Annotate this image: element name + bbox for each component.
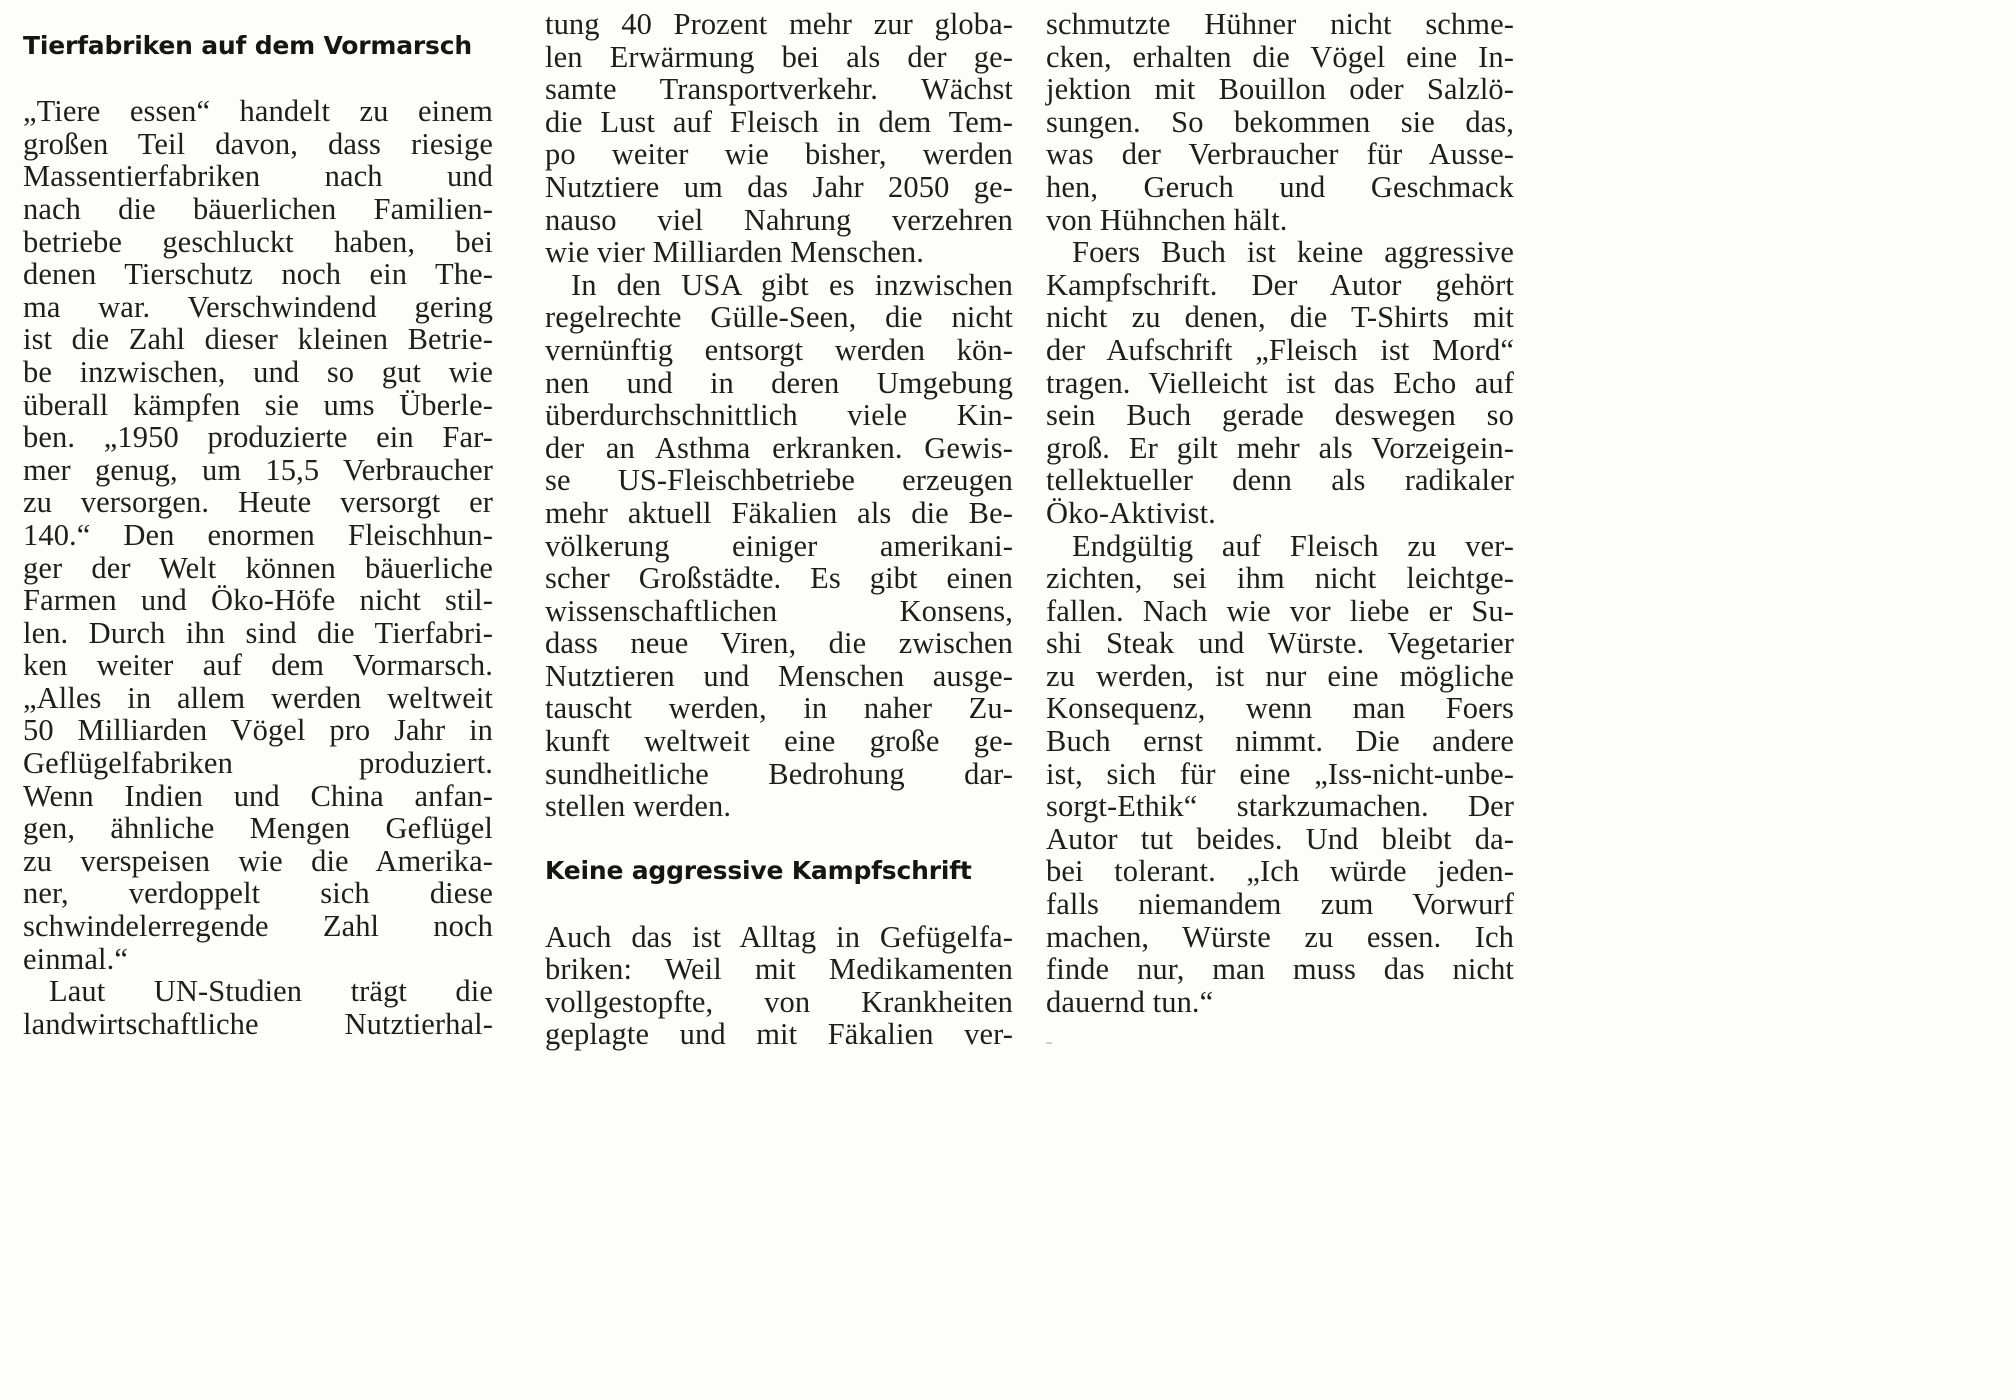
print-speck	[1046, 1042, 1052, 1044]
text-line: groß. Er gilt mehr als Vorzeigein-	[1046, 430, 1514, 465]
text-line: regelrechte Gülle-Seen, die nicht	[545, 300, 1013, 335]
text-line: wie vier Milliarden Menschen.	[545, 235, 924, 270]
text-line: tauscht werden, in naher Zu-	[545, 691, 1013, 726]
text-line: ner, verdoppelt sich diese	[23, 876, 493, 911]
text-line: tung 40 Prozent mehr zur globa-	[545, 7, 1013, 41]
spacer	[545, 823, 1013, 856]
text-line: Wenn Indien und China anfan-	[23, 778, 493, 813]
text-line: shi Steak und Würste. Vegetarier	[1046, 626, 1514, 661]
text-line: schmutzte Hühner nicht schme-	[1046, 7, 1514, 41]
text-line: se US-Fleischbetriebe erzeugen	[545, 463, 1013, 498]
section-heading: Tierfabriken auf dem Vormarsch	[23, 31, 472, 60]
text-line: was der Verbraucher für Ausse-	[1046, 137, 1514, 172]
text-line: Konsequenz, wenn man Foers	[1046, 691, 1514, 726]
text-line: einmal.“	[23, 941, 128, 976]
text-line: stellen werden.	[545, 789, 732, 824]
text-line: Autor tut beides. Und bleibt da-	[1046, 821, 1514, 856]
article-column-2	[545, 8, 1013, 1051]
text-line: Foers Buch ist keine aggressive	[1072, 235, 1514, 270]
text-line: mehr aktuell Fäkalien als die Be-	[545, 495, 1013, 530]
text-line: dauernd tun.“	[1046, 984, 1214, 1019]
spacer	[23, 8, 493, 30]
text-line: Auch das ist Alltag in Gefügelfa-	[545, 919, 1013, 954]
text-line: falls niemandem zum Vorwurf	[1046, 887, 1514, 922]
text-line: ma war. Verschwindend gering	[23, 289, 493, 324]
text-line: sungen. So bekommen sie das,	[1046, 104, 1514, 139]
text-line: dass neue Viren, die zwischen	[545, 626, 1013, 661]
text-line: Endgültig auf Fleisch zu ver-	[1072, 528, 1514, 563]
text-line: nauso viel Nahrung verzehren	[545, 202, 1013, 237]
text-line: finde nur, man muss das nicht	[1046, 952, 1514, 987]
text-line: briken: Weil mit Medikamenten	[545, 952, 1013, 987]
text-line: vernünftig entsorgt werden kön-	[545, 332, 1013, 367]
spacer	[23, 63, 493, 96]
paragraph	[23, 95, 493, 975]
text-line: hen, Geruch und Geschmack	[1046, 169, 1514, 204]
paragraph	[545, 8, 1013, 269]
text-line: völkerung einiger amerikani-	[545, 528, 1013, 563]
text-line: vollgestopfte, von Krankheiten	[545, 984, 1013, 1019]
text-line: Farmen und Öko-Höfe nicht stil-	[23, 583, 493, 618]
text-line: „Alles in allem werden weltweit	[23, 680, 493, 715]
text-line: sorgt-Ethik“ starkzumachen. Der	[1046, 789, 1514, 824]
text-line: ken weiter auf dem Vormarsch.	[23, 648, 493, 683]
text-line: zu verspeisen wie die Amerika-	[23, 843, 493, 878]
text-line: zu werden, ist nur eine mögliche	[1046, 658, 1514, 693]
text-line: nicht zu denen, die T-Shirts mit	[1046, 300, 1514, 335]
text-line: gen, ähnliche Mengen Geflügel	[23, 811, 493, 846]
text-line: len Erwärmung bei als der ge-	[545, 39, 1013, 74]
text-line: wissenschaftlichen Konsens,	[545, 593, 1013, 628]
text-line: ger der Welt können bäuerliche	[23, 550, 493, 585]
text-line: po weiter wie bisher, werden	[545, 137, 1013, 172]
text-line: In den USA gibt es inzwischen	[571, 267, 1013, 302]
text-line: nach die bäuerlichen Familien-	[23, 191, 493, 226]
text-line: Öko-Aktivist.	[1046, 495, 1216, 530]
text-line: tellektueller denn als radikaler	[1046, 463, 1514, 498]
text-line: Kampfschrift. Der Autor gehört	[1046, 267, 1514, 302]
text-line: jektion mit Bouillon oder Salzlö-	[1046, 72, 1514, 107]
paragraph	[23, 975, 493, 1040]
text-line: ist, sich für eine „Iss-nicht-unbe-	[1046, 756, 1514, 791]
text-line: der an Asthma erkranken. Gewis-	[545, 430, 1013, 465]
paragraph	[1046, 530, 1514, 1019]
text-line: cken, erhalten die Vögel eine In-	[1046, 39, 1514, 74]
text-line: tragen. Vielleicht ist das Echo auf	[1046, 365, 1514, 400]
text-line: Nutztiere um das Jahr 2050 ge-	[545, 169, 1013, 204]
text-line: von Hühnchen hält.	[1046, 202, 1288, 237]
text-line: Buch ernst nimmt. Die andere	[1046, 724, 1514, 759]
text-line: kunft weltweit eine große ge-	[545, 724, 1013, 759]
text-line: großen Teil davon, dass riesige	[23, 126, 493, 161]
text-line: nen und in deren Umgebung	[545, 365, 1013, 400]
paragraph	[545, 921, 1013, 1051]
text-line: 140.“ Den enormen Fleischhun-	[23, 517, 493, 552]
text-line: scher Großstädte. Es gibt einen	[545, 561, 1013, 596]
text-line: be inzwischen, und so gut wie	[23, 354, 493, 389]
text-line: bei tolerant. „Ich würde jeden-	[1046, 854, 1514, 889]
text-line: Laut UN-Studien trägt die	[49, 974, 493, 1009]
text-line: geplagte und mit Fäkalien ver-	[545, 1017, 1013, 1052]
text-line: fallen. Nach wie vor liebe er Su-	[1046, 593, 1514, 628]
text-line: denen Tierschutz noch ein The-	[23, 257, 493, 292]
text-line: betriebe geschluckt haben, bei	[23, 224, 493, 259]
text-line: zu versorgen. Heute versorgt er	[23, 485, 493, 520]
text-line: zichten, sei ihm nicht leichtge-	[1046, 561, 1514, 596]
article-column-1	[23, 8, 493, 1040]
text-line: Geflügelfabriken produziert.	[23, 746, 493, 781]
text-line: überdurchschnittlich viele Kin-	[545, 398, 1013, 433]
text-line: die Lust auf Fleisch in dem Tem-	[545, 104, 1013, 139]
text-line: sundheitliche Bedrohung dar-	[545, 756, 1013, 791]
paragraph	[1046, 236, 1514, 529]
paragraph	[1046, 8, 1514, 236]
text-line: samte Transportverkehr. Wächst	[545, 72, 1013, 107]
text-line: schwindelerregende Zahl noch	[23, 909, 493, 944]
text-line: len. Durch ihn sind die Tierfabri-	[23, 615, 493, 650]
text-line: ist die Zahl dieser kleinen Betrie-	[23, 322, 493, 357]
text-line: Massentierfabriken nach und	[23, 159, 493, 194]
text-line: ben. „1950 produzierte ein Far-	[23, 420, 493, 455]
paragraph	[545, 269, 1013, 823]
text-line: 50 Milliarden Vögel pro Jahr in	[23, 713, 493, 748]
text-line: „Tiere essen“ handelt zu einem	[23, 94, 493, 129]
text-line: landwirtschaftliche Nutztierhal-	[23, 1006, 493, 1041]
text-line: sein Buch gerade deswegen so	[1046, 398, 1514, 433]
text-line: Nutztieren und Menschen ausge-	[545, 658, 1013, 693]
text-line: der Aufschrift „Fleisch ist Mord“	[1046, 332, 1514, 367]
spacer	[545, 888, 1013, 921]
article-column-3	[1046, 8, 1514, 1018]
text-line: mer genug, um 15,5 Verbraucher	[23, 452, 493, 487]
text-line: überall kämpfen sie ums Überle-	[23, 387, 493, 422]
section-heading: Keine aggressive Kampfschrift	[545, 856, 972, 886]
text-line: machen, Würste zu essen. Ich	[1046, 919, 1514, 954]
